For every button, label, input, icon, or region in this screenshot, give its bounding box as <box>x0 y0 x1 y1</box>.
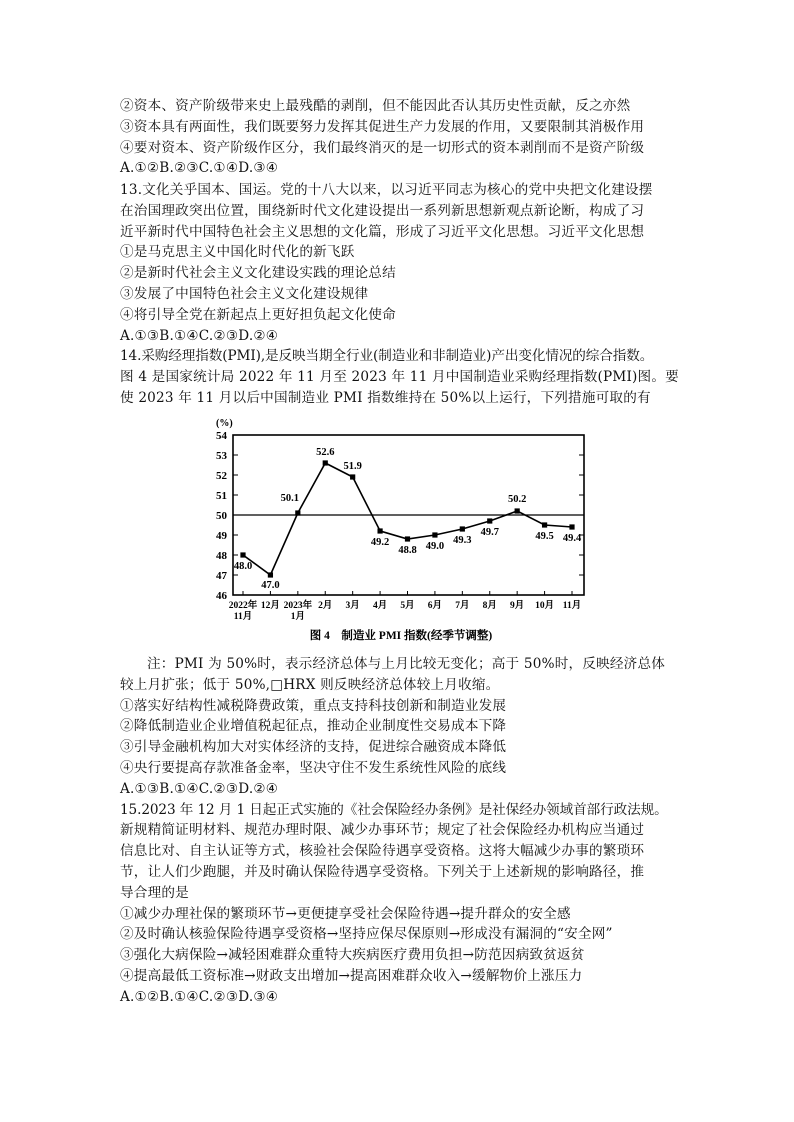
value-label: 51.9 <box>343 461 362 472</box>
option-line: ②资本、资产阶级带来史上最残酷的剥削，但不能因此否认其历史性贡献，反之亦然 <box>120 98 631 114</box>
option-line: ②是新时代社会主义文化建设实践的理论总结 <box>120 265 396 282</box>
data-point <box>405 536 410 541</box>
data-point <box>487 518 492 523</box>
question-text: 在治国理政突出位置，围绕新时代文化建设提出一系列新思想新观点新论断，构成了习 <box>120 202 645 219</box>
x-tick-label: 3月 <box>345 601 360 611</box>
y-tick-label: 46 <box>216 590 227 602</box>
value-label: 49.3 <box>453 535 472 546</box>
note-text: 注：PMI 为 50%时，表示经济总体与上月比较无变化；高于 50%时，反映经济总体 <box>147 656 666 672</box>
data-point <box>268 572 273 577</box>
y-tick-label: 51 <box>216 490 227 502</box>
answer-choices: A.①③B.①④C.②③D.②④ <box>120 327 279 344</box>
value-label: 50.2 <box>507 494 527 505</box>
y-tick-label: 53 <box>216 450 227 462</box>
option-line: ②降低制造业企业增值税起征点，推动企业制度性交易成本下降 <box>120 718 507 735</box>
option-line: ①是马克思主义中国化时代化的新飞跃 <box>120 244 355 261</box>
value-label: 47.0 <box>261 580 280 591</box>
pmi-chart <box>196 413 596 649</box>
option-line: ②及时确认核验保险待遇享受资格→坚持应保尽保原则→形成没有漏洞的“安全网” <box>120 926 613 943</box>
data-point <box>350 474 355 479</box>
option-line: ③发展了中国特色社会主义文化建设规律 <box>120 285 369 302</box>
y-tick-label: 50 <box>216 510 227 522</box>
value-label: 52.6 <box>316 447 335 458</box>
value-label: 48.0 <box>233 561 253 572</box>
value-label: 48.8 <box>398 545 417 556</box>
option-line: ③引导金融机构加大对实体经济的支持，促进综合融资成本降低 <box>120 739 507 756</box>
x-tick-label: 12月 <box>260 601 280 611</box>
x-tick-label: 2023年 <box>283 601 313 611</box>
value-label: 49.7 <box>480 527 499 538</box>
data-point <box>569 524 574 529</box>
data-point <box>432 532 437 537</box>
chart-caption: 图 4 制造业 PMI 指数(经季节调整) <box>309 630 493 642</box>
question-text: 近平新时代中国特色社会主义思想的文化篇，形成了习近平文化思想。习近平文化思想 <box>120 223 645 240</box>
value-label: 50.1 <box>280 493 300 504</box>
question-12-options <box>120 96 690 179</box>
x-tick-label: 6月 <box>427 601 443 611</box>
question-text: 13.文化关乎国本、国运。党的十八大以来，以习近平同志为核心的党中央把文化建设摆 <box>120 182 653 198</box>
value-label: 49.4 <box>562 533 582 544</box>
y-unit-label: (%) <box>216 418 233 429</box>
y-tick-label: 52 <box>216 470 227 482</box>
y-tick-label: 48 <box>216 550 227 562</box>
question-text: 图 4 是国家统计局 2022 年 11 月至 2023 年 11 月中国制造业采购经理指数(PMI)图。要 <box>120 369 679 386</box>
option-line: ④将引导全党在新起点上更好担负起文化使命 <box>120 306 396 323</box>
data-point <box>295 510 300 515</box>
question-text: 节，让人们少跑腿，并及时确认保险待遇享受资格。下列关于上述新规的影响路径，推 <box>120 863 645 880</box>
question-text: 信息比对、自主认证等方式，核验社会保险待遇享受资格。这将大幅减少办事的繁琐环 <box>120 843 645 860</box>
x-tick-label: 5月 <box>400 601 415 611</box>
option-line: ④央行要提高存款准备金率，坚决守住不发生系统性风险的底线 <box>120 759 507 776</box>
note-text: 较上月扩张；低于 50%,□HRX 则反映经济总体较上月收缩。 <box>120 676 500 693</box>
x-tick-label: 9月 <box>510 601 525 611</box>
answer-choices: A.①③B.①④C.②③D.②④ <box>120 780 279 797</box>
x-tick-label-line2: 1月 <box>290 612 305 622</box>
question-text: 使 2023 年 11 月以后中国制造业 PMI 指数维持在 50%以上运行，下列措施可取的有 <box>120 389 651 406</box>
x-tick-label: 2022年 <box>228 601 258 611</box>
option-line: ①落实好结构性减税降费政策，重点支持科技创新和制造业发展 <box>120 697 507 714</box>
y-tick-label: 49 <box>216 530 227 542</box>
option-line: ④要对资本、资产阶级作区分，我们最终消灭的是一切形式的资本剥削而不是资产阶级 <box>120 139 645 156</box>
answer-choices: A.①②B.②③C.①④D.③④ <box>120 160 279 177</box>
data-point <box>323 460 328 465</box>
data-point <box>377 528 382 533</box>
question-14-15 <box>120 654 690 1008</box>
pmi-series-line <box>243 463 572 575</box>
x-tick-label: 8月 <box>482 601 497 611</box>
value-label: 49.0 <box>425 541 445 552</box>
y-tick-label: 54 <box>216 430 227 442</box>
pmi-line-chart <box>196 413 596 649</box>
data-point <box>240 552 245 557</box>
value-label: 49.2 <box>370 537 390 548</box>
x-tick-label: 2月 <box>318 601 333 611</box>
answer-choices: A.①②B.①④C.②③D.③④ <box>120 988 279 1005</box>
option-line: ③强化大病保险→减轻困难群众重特大疾病医疗费用负担→防范因病致贫返贫 <box>120 947 585 964</box>
question-13-14 <box>120 180 690 409</box>
option-line: ③资本具有两面性，我们既要努力发挥其促进生产力发展的作用，又要限制其消极作用 <box>120 118 645 135</box>
option-line: ④提高最低工资标准→财政支出增加→提高困难群众收入→缓解物价上涨压力 <box>120 967 583 984</box>
data-point <box>515 508 520 513</box>
question-text: 导合理的是 <box>120 884 189 901</box>
x-tick-label: 4月 <box>372 601 388 611</box>
x-tick-label-line2: 11月 <box>233 612 253 622</box>
question-text: 15.2023 年 12 月 1 日起正式实施的《社会保险经办条例》是社保经办领域首部行政法规。 <box>120 801 668 818</box>
value-label: 49.5 <box>535 531 554 542</box>
y-tick-label: 47 <box>216 570 227 582</box>
x-tick-label: 10月 <box>535 601 555 611</box>
data-point <box>542 522 547 527</box>
x-tick-label: 7月 <box>455 601 470 611</box>
question-text: 14.采购经理指数(PMI),是反映当期全行业(制造业和非制造业)产出变化情况的综合指数。 <box>120 348 654 365</box>
question-text: 新规精简证明材料、规范办理时限、减少办事环节；规定了社会保险经办机构应当通过 <box>120 822 645 839</box>
x-tick-label: 11月 <box>562 601 582 611</box>
data-point <box>460 526 465 531</box>
option-line: ①减少办理社保的繁琐环节→更便捷享受社会保险待遇→提升群众的安全感 <box>120 905 571 922</box>
